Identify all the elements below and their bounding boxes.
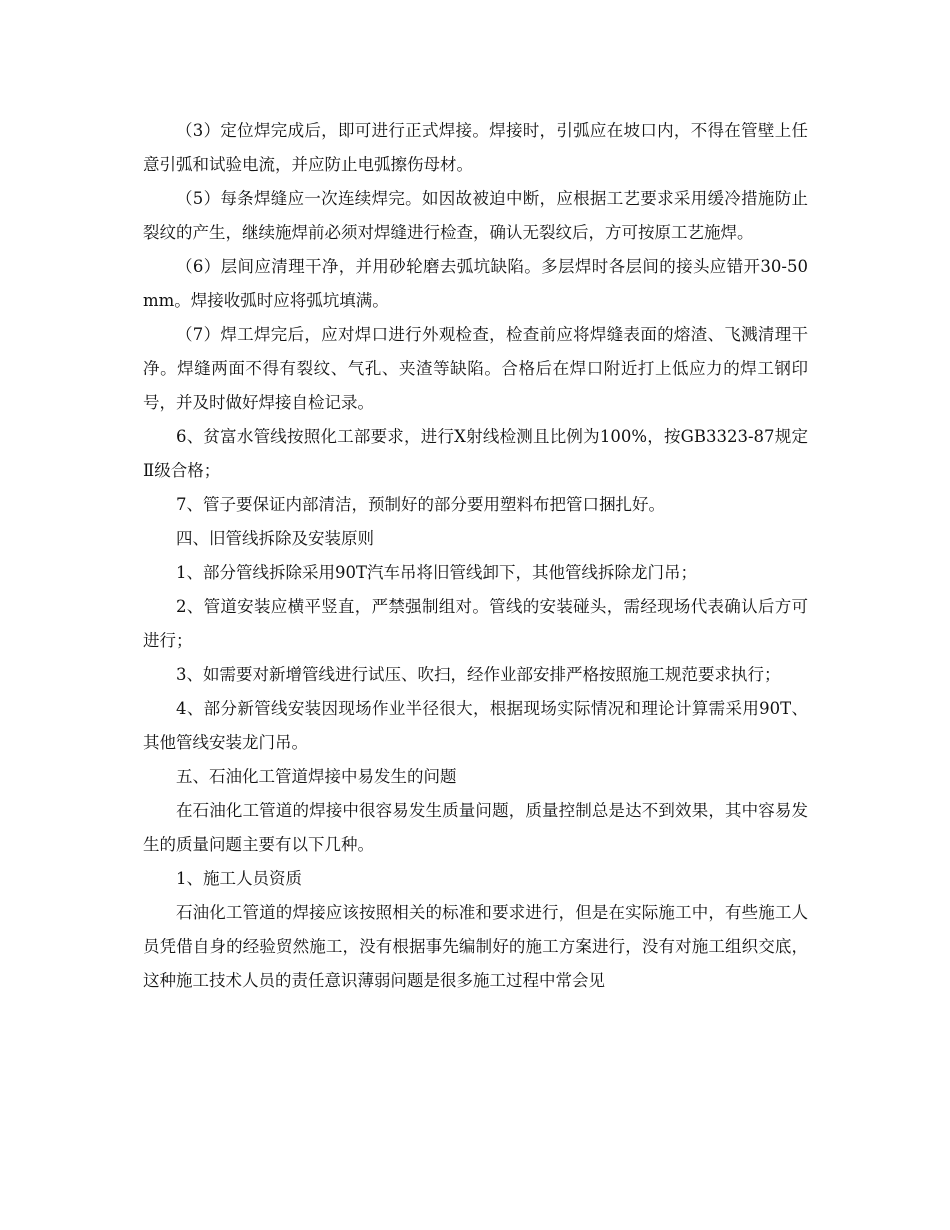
paragraph-personnel-qualification: 石油化工管道的焊接应该按照相关的标准和要求进行，但是在实际施工中，有些施工人员凭借自身的经验贸然施工，没有根据事先编制好的施工方案进行，没有对施工组织交底，这种施工技术人员的责任意识薄弱问题是很多施工过程中常会见	[143, 903, 808, 990]
paragraph-welding-step-3: （3）定位焊完成后，即可进行正式焊接。焊接时，引弧应在坡口内，不得在管壁上任意引弧和试验电流，并应防止电弧擦伤母材。	[143, 121, 808, 174]
subheading-personnel-qualification: 1、施工人员资质	[176, 869, 302, 888]
paragraph-item-7-cleanliness: 7、管子要保证内部清洁，预制好的部分要用塑料布把管口捆扎好。	[176, 495, 665, 514]
paragraph-removal-4: 4、部分新管线安装因现场作业半径很大，根据现场实际情况和理论计算需采用90T、其他管线安装龙门吊。	[143, 699, 808, 752]
paragraph-item-6-xray: 6、贫富水管线按照化工部要求，进行X射线检测且比例为100%，按GB3323-87规定Ⅱ级合格；	[143, 427, 808, 480]
paragraph-quality-intro: 在石油化工管道的焊接中很容易发生质量问题，质量控制总是达不到效果，其中容易发生的质量问题主要有以下几种。	[143, 801, 808, 854]
section-heading-4: 四、旧管线拆除及安装原则	[176, 529, 374, 548]
paragraph-removal-3: 3、如需要对新增管线进行试压、吹扫，经作业部安排严格按照施工规范要求执行；	[176, 665, 781, 684]
paragraph-removal-1: 1、部分管线拆除采用90T汽车吊将旧管线卸下，其他管线拆除龙门吊；	[176, 563, 697, 582]
paragraph-welding-step-6: （6）层间应清理干净，并用砂轮磨去弧坑缺陷。多层焊时各层间的接头应错开30-50mm。焊接收弧时应将弧坑填满。	[143, 257, 808, 310]
paragraph-welding-step-5: （5）每条焊缝应一次连续焊完。如因故被迫中断，应根据工艺要求采用缓冷措施防止裂纹的产生，继续施焊前必须对焊缝进行检查，确认无裂纹后，方可按原工艺施焊。	[143, 189, 808, 242]
paragraph-removal-2: 2、管道安装应横平竖直，严禁强制组对。管线的安装碰头，需经现场代表确认后方可进行；	[143, 597, 808, 650]
section-heading-5: 五、石油化工管道焊接中易发生的问题	[176, 767, 457, 786]
paragraph-welding-step-7: （7）焊工焊完后，应对焊口进行外观检查，检查前应将焊缝表面的熔渣、飞溅清理干净。焊缝两面不得有裂纹、气孔、夹渣等缺陷。合格后在焊口附近打上低应力的焊工钢印号，并及时做好焊接自检记录。	[143, 325, 808, 412]
document-body	[143, 114, 808, 998]
